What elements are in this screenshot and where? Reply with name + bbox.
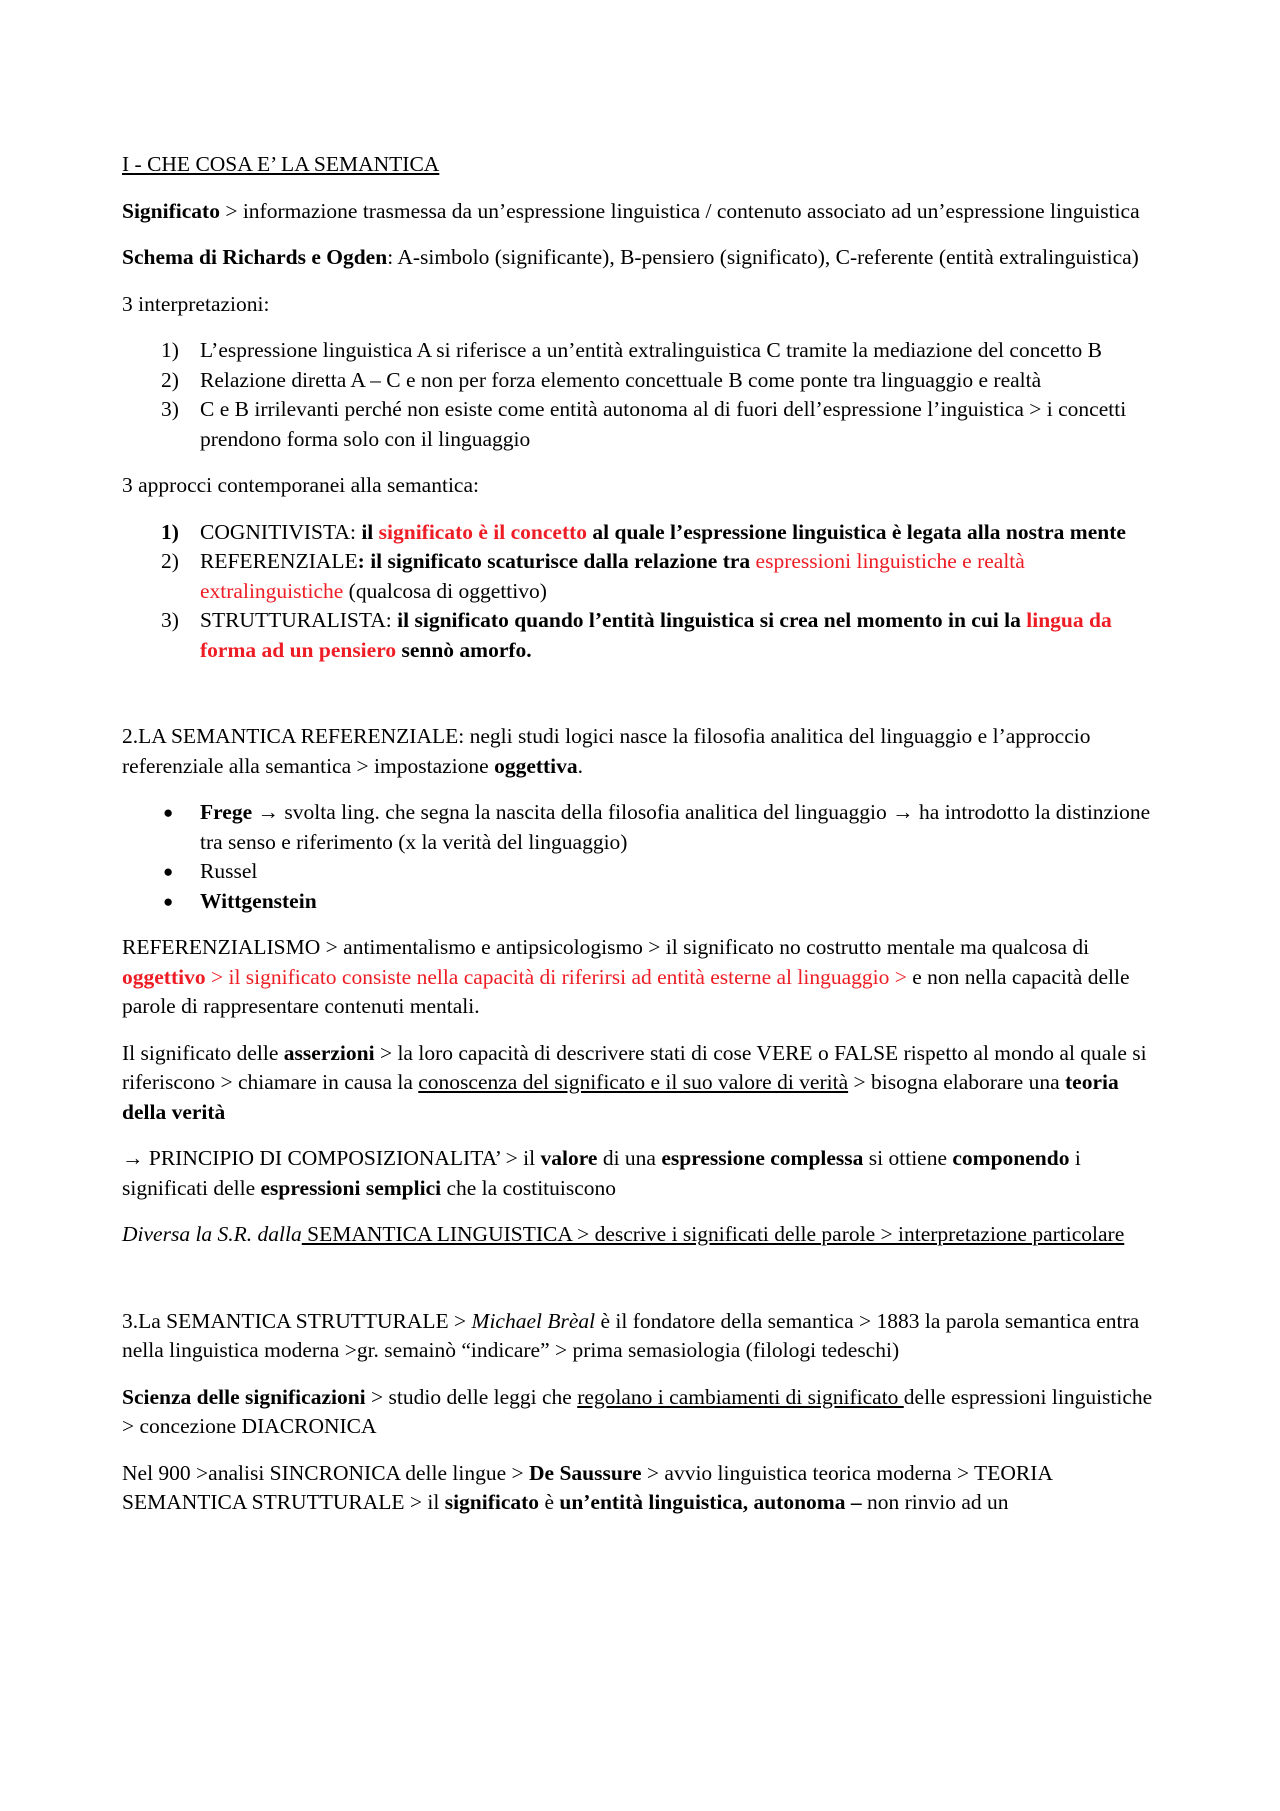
bold-text: asserzioni [283, 1040, 375, 1065]
schema-richards-ogden [122, 243, 1167, 273]
text: : A-simbolo (significante), B-pensiero (significato), C-referente (entità extralinguistica) [387, 245, 1139, 269]
text: è il fondatore della semantica > 1883 la parola semantica entra nella linguistica moderna >gr. semainò “indicare” > prima semasiologia (filologi tedeschi) [122, 1308, 1140, 1362]
text: svolta ling. che segna la nascita della filosofia analitica del linguaggio [279, 800, 893, 824]
bold-text: oggettiva [494, 753, 578, 778]
bold-text: Wittgenstein [200, 888, 317, 913]
bold-text: espressione complessa [661, 1146, 864, 1170]
bold-text: sennò amorfo. [396, 637, 532, 662]
red-text: significato è il concetto [378, 519, 588, 544]
arrow-icon: → [122, 1146, 144, 1170]
red-text: espressioni linguistiche e realtà extralinguistiche [200, 549, 1025, 603]
term: Significato [122, 198, 220, 223]
text: ha introdotto la distinzione tra senso e riferimento (x la verità del linguaggio) [200, 800, 1151, 854]
text: > la loro capacità di descrivere stati di cose VERE o FALSE rispetto al mondo al quale si riferiscono > chiamare in causa la [122, 1040, 1147, 1094]
composizionalita-paragraph [122, 1144, 1167, 1203]
bold-text: il significato quando l’entità linguistica si crea nel momento in cui la [397, 608, 1027, 632]
text: si ottiene [863, 1146, 953, 1170]
list-item [122, 887, 1167, 917]
definition-significato [122, 197, 1167, 227]
bold-text: Frege [200, 800, 253, 824]
list-item [122, 606, 1167, 665]
bold-text: Scienza delle significazioni [122, 1384, 366, 1409]
spacer [122, 1267, 1167, 1307]
section-1-heading [122, 150, 1167, 180]
text: STRUTTURALISTA: [200, 608, 398, 632]
interpretations-intro: 3 interpretazioni: [122, 291, 270, 316]
text: > bisogna elaborare una [848, 1070, 1065, 1094]
list-item [122, 366, 1167, 396]
document-page [122, 150, 1167, 1535]
bold-text: De Saussure [529, 1460, 642, 1485]
bold-text: il [361, 519, 379, 544]
text: Il significato delle [122, 1040, 284, 1065]
arrow-icon: → [257, 800, 279, 824]
text: delle espressioni linguistiche > concezione DIACRONICA [122, 1384, 1153, 1438]
bold-text: significato [444, 1490, 540, 1514]
arrow-icon: → [892, 800, 914, 824]
underlined-text: SEMANTICA LINGUISTICA > descrive i significati delle parole > interpretazione particolare [301, 1222, 1125, 1246]
section-3-intro [122, 1307, 1167, 1366]
bullet-icon: ● [163, 803, 174, 822]
underlined-text: conoscenza del significato e il suo valore di verità [418, 1070, 849, 1094]
text: non rinvio ad un [861, 1490, 1009, 1514]
philosophers-list [122, 798, 1167, 916]
item-number: 2) [161, 549, 179, 573]
referenzialismo-paragraph [122, 933, 1167, 1022]
underlined-text: regolano i cambiamenti di significato [577, 1384, 904, 1409]
heading-text: I - CHE COSA E’ LA SEMANTICA [122, 152, 440, 176]
item-number: 3) [161, 608, 179, 632]
text: > avvio linguistica teorica moderna > TEORIA SEMANTICA STRUTTURALE > il [122, 1460, 1052, 1514]
text: 3.La SEMANTICA STRUTTURALE > [122, 1308, 472, 1333]
list-item [122, 336, 1167, 366]
approaches-intro: 3 approcci contemporanei alla semantica: [122, 473, 479, 497]
item-number: 1) [161, 338, 179, 362]
list-item [122, 395, 1167, 454]
list-item [122, 857, 1167, 887]
text: (qualcosa di oggettivo) [343, 578, 547, 603]
list-item [122, 798, 1167, 857]
italic-text: Michael Brèal [471, 1308, 596, 1333]
red-text: > il significato consiste nella capacità di riferirsi ad entità esterne al linguaggio > [205, 964, 913, 989]
text: di una [597, 1146, 662, 1170]
semantica-linguistica-paragraph [122, 1220, 1167, 1250]
bold-text: al quale l’espressione linguistica è legata alla nostra mente [587, 519, 1126, 544]
bold-text: teoria della verità [122, 1070, 1119, 1124]
italic-text: Diversa la S.R. dalla [122, 1222, 302, 1246]
section-2-intro [122, 722, 1167, 781]
item-number: 1) [161, 519, 179, 544]
red-text: lingua da forma ad un pensiero [200, 608, 1112, 662]
bold-text: espressioni semplici [260, 1175, 442, 1200]
interpretations-list [122, 336, 1167, 454]
item-text: L’espressione linguistica A si riferisce a un’entità extralinguistica C tramite la mediazione del concetto B [200, 338, 1102, 362]
text: Russel [200, 859, 258, 883]
text: COGNITIVISTA: [200, 519, 362, 544]
item-text: Relazione diretta A – C e non per forza elemento concettuale B come ponte tra linguaggio e realtà [200, 367, 1042, 392]
asserzioni-paragraph [122, 1039, 1167, 1128]
text: . [577, 753, 584, 778]
item-number: 3) [161, 397, 179, 421]
list-item [122, 547, 1167, 606]
red-bold-text: oggettivo [122, 964, 206, 989]
spacer [122, 682, 1167, 722]
list-item [122, 518, 1167, 548]
text: Nel 900 >analisi SINCRONICA delle lingue > [122, 1460, 530, 1485]
bold-text: : il significato scaturisce dalla relazione tra [357, 549, 756, 573]
text: i significati delle [122, 1146, 1081, 1200]
approaches-list [122, 518, 1167, 666]
text: che la costituiscono [441, 1175, 617, 1200]
bold-text: un’entità linguistica, autonoma – [559, 1490, 862, 1514]
text: > studio delle leggi che [365, 1384, 578, 1409]
item-text: C e B irrilevanti perché non esiste come entità autonoma al di fuori dell’espressione l’inguistica > i concetti prendono forma solo con il linguaggio [200, 397, 1127, 451]
bullet-icon: ● [163, 862, 174, 881]
term: Schema di Richards e Ogden [122, 245, 388, 269]
bold-text: valore [540, 1146, 598, 1170]
saussure-paragraph [122, 1459, 1167, 1518]
item-number: 2) [161, 367, 179, 392]
text: REFERENZIALISMO > antimentalismo e antipsicologismo > il significato no costrutto mentale ma qualcosa di [122, 935, 1090, 959]
text: e non nella capacità delle parole di rappresentare contenuti mentali. [122, 964, 1130, 1018]
bullet-icon: ● [163, 891, 174, 911]
text: REFERENZIALE [200, 549, 358, 573]
bold-text: componendo [952, 1146, 1070, 1170]
text: > informazione trasmessa da un’espressione linguistica / contenuto associato ad un’espressione linguistica [219, 198, 1140, 223]
scienza-paragraph [122, 1383, 1167, 1442]
text: è [539, 1490, 560, 1514]
text: 2.LA SEMANTICA REFERENZIALE: negli studi logici nasce la filosofia analitica del linguaggio e l’approccio referenziale alla semantica > impostazione [122, 724, 1091, 778]
text: PRINCIPIO DI COMPOSIZIONALITA’ > il [143, 1146, 541, 1170]
